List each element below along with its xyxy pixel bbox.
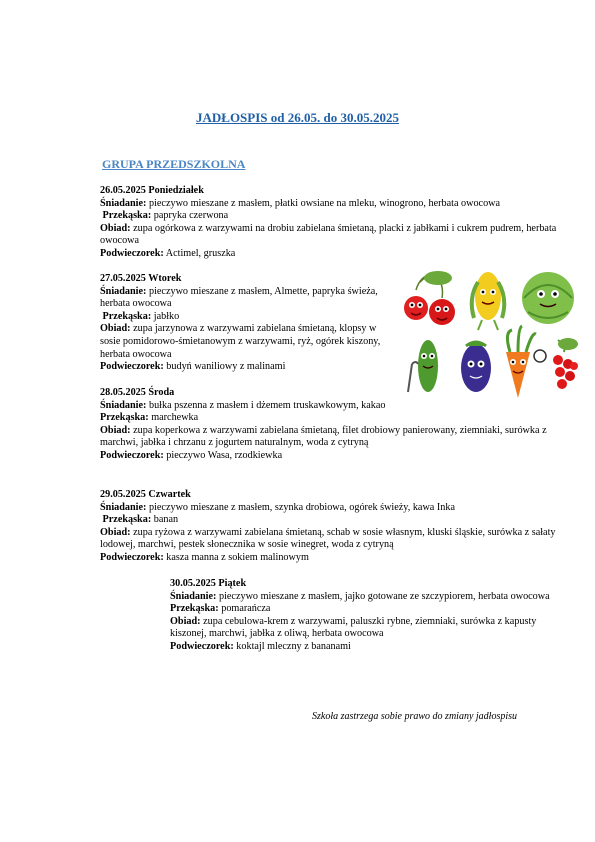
- menu-title: JADŁOSPIS od 26.05. do 30.05.2025: [196, 110, 399, 125]
- redcurrant-icon: [553, 338, 578, 389]
- snack-label: Przekąska:: [102, 310, 152, 322]
- lunch-text: zupa ryżowa z warzywami zabielana śmietaną, schab w sosie własnym, kluski śląskie, surówka z sałaty lodowej, marchwi, pestek słonecznika w sosie winegret, woda z cytryną: [100, 526, 556, 551]
- breakfast-label: Śniadanie:: [100, 285, 147, 297]
- snack-text: marchewka: [148, 412, 199, 424]
- tea-text: pieczywo Wasa, rzodkiewka: [163, 449, 283, 461]
- snack-text: pomarańcza: [218, 603, 271, 615]
- day-friday: [170, 578, 566, 654]
- snack-label: Przekąska:: [100, 412, 149, 424]
- tea-label: Podwieczorek:: [100, 361, 164, 373]
- breakfast-text: bułka pszenna z masłem i dżemem truskawkowym, kakao: [146, 399, 386, 411]
- lunch-label: Obiad:: [170, 615, 201, 627]
- lunch-label: Obiad:: [100, 222, 131, 234]
- cucumber-icon: [408, 340, 438, 392]
- day-date: 26.05.2025 Poniedziałek: [100, 185, 204, 196]
- snack-text: banan: [151, 514, 179, 526]
- day-date: 27.05.2025 Wtorek: [100, 273, 182, 284]
- snack-text: jabłko: [151, 310, 180, 322]
- tea-text: kasza manna z sokiem malinowym: [163, 551, 309, 563]
- tea-label: Podwieczorek:: [100, 449, 164, 461]
- breakfast-text: pieczywo mieszane z masłem, jajko gotowane ze szczypiorem, herbata owocowa: [216, 590, 550, 602]
- lunch-label: Obiad:: [100, 323, 131, 335]
- lunch-text: zupa cebulowa-krem z warzywami, paluszki rybne, ziemniaki, surówka z kapusty kiszonej, marchwi, jabłka z oliwą, herbata owocowa: [170, 615, 537, 640]
- lunch-text: zupa koperkowa z warzywami zabielana śmietaną, filet drobiowy panierowany, ziemniaki, surówka z marchwi, jabłka i chrzanu z jogurtem naturalnym, woda z cytryną: [100, 424, 547, 449]
- lunch-label: Obiad:: [100, 526, 131, 538]
- day-date: 30.05.2025 Piątek: [170, 578, 247, 589]
- tea-text: koktajl mleczny z bananami: [233, 640, 351, 652]
- breakfast-label: Śniadanie:: [170, 590, 217, 602]
- snack-label: Przekąska:: [170, 603, 219, 615]
- cherries-icon: [404, 271, 455, 325]
- tea-label: Podwieczorek:: [100, 247, 164, 259]
- breakfast-label: Śniadanie:: [100, 501, 147, 513]
- breakfast-label: Śniadanie:: [100, 399, 147, 411]
- day-tuesday: [100, 273, 392, 374]
- carrot-icon: [506, 326, 546, 398]
- tea-label: Podwieczorek:: [170, 640, 234, 652]
- lunch-text: zupa jarzynowa z warzywami zabielana śmietaną, klopsy w sosie pomidorowo-śmietanowym z warzywami, ryż, ogórek kiszony, herbata owocowa: [100, 323, 381, 360]
- day-monday: [100, 185, 565, 261]
- vegetables-illustration: [398, 268, 586, 402]
- snack-text: papryka czerwona: [151, 210, 229, 222]
- cabbage-icon: [522, 272, 574, 324]
- footer-note: Szkoła zastrzega sobie prawo do zmiany jadłospisu: [312, 711, 518, 722]
- day-date: 29.05.2025 Czwartek: [100, 489, 191, 500]
- breakfast-text: pieczywo mieszane z masłem, Almette, papryka świeża, herbata owocowa: [100, 285, 378, 310]
- breakfast-text: pieczywo mieszane z masłem, szynka drobiowa, ogórek świeży, kawa Inka: [146, 501, 455, 513]
- tea-text: Actimel, gruszka: [163, 247, 236, 259]
- day-thursday: [100, 489, 570, 565]
- snack-label: Przekąska:: [102, 514, 152, 526]
- tea-text: budyń waniliowy z malinami: [163, 361, 286, 373]
- breakfast-label: Śniadanie:: [100, 197, 147, 209]
- eggplant-icon: [461, 342, 491, 392]
- corn-icon: [472, 272, 505, 330]
- day-date: 28.05.2025 Środa: [100, 387, 175, 398]
- group-heading: GRUPA PRZEDSZKOLNA: [102, 157, 246, 171]
- lunch-text: zupa ogórkowa z warzywami na drobiu zabielana śmietaną, placki z jabłkami i cukrem pudrem, herbata owocowa: [100, 222, 557, 247]
- snack-label: Przekąska:: [102, 210, 152, 222]
- breakfast-text: pieczywo mieszane z masłem, płatki owsiane na mleku, winogrono, herbata owocowa: [146, 197, 501, 209]
- lunch-label: Obiad:: [100, 424, 131, 436]
- tea-label: Podwieczorek:: [100, 551, 164, 563]
